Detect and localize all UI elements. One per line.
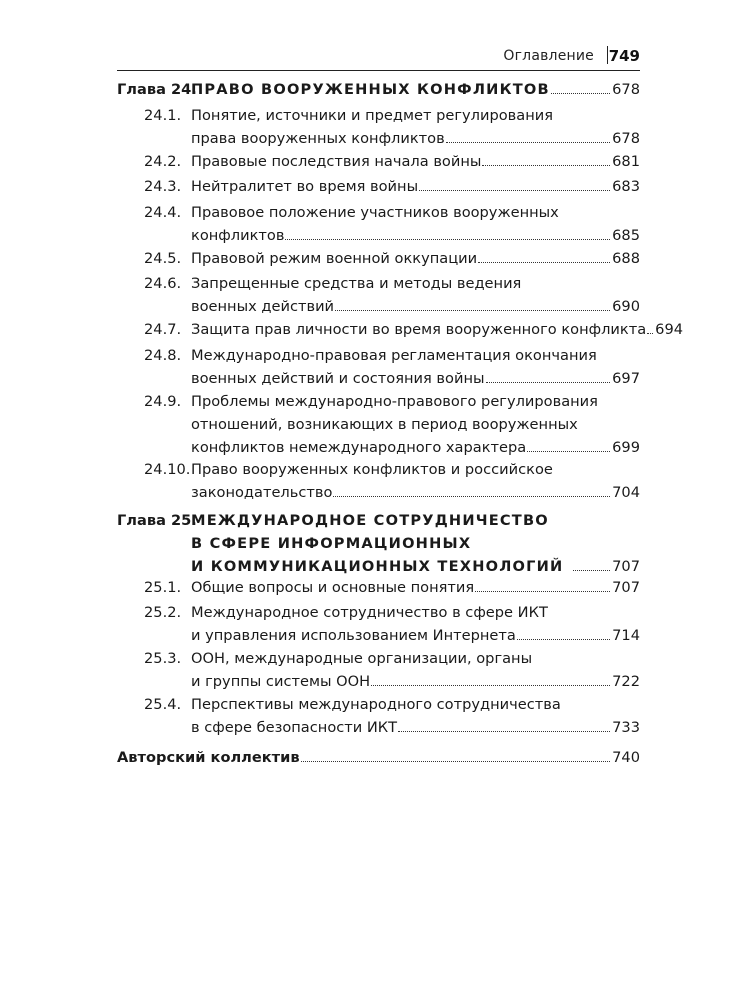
section-number: 24.7.: [144, 321, 182, 338]
dot-leader: [475, 590, 610, 592]
dot-leader: [482, 164, 610, 166]
toc-item-24-6[interactable]: [117, 272, 640, 318]
running-header-title: Оглавление: [503, 48, 594, 64]
dot-leader: [285, 238, 610, 240]
section-title-line: Перспективы международного сотрудничества: [191, 696, 561, 713]
toc-item-24-2[interactable]: [117, 150, 640, 173]
authors-title: Авторский коллектив: [117, 749, 300, 766]
section-title-line: в сфере безопасности ИКТ: [191, 719, 398, 736]
section-title-line: Нейтралитет во время войны: [191, 178, 419, 195]
dot-leader: [335, 309, 610, 311]
section-title-line: конфликтов: [191, 227, 285, 244]
page-ref: 740: [612, 749, 640, 766]
section-number: 25.4.: [144, 696, 182, 713]
section-number: 25.3.: [144, 650, 182, 667]
chapter-number: Глава 24.: [117, 81, 197, 98]
page-ref: 707: [612, 579, 640, 596]
dot-leader: [647, 332, 653, 334]
toc-chapter-25[interactable]: [117, 509, 640, 578]
section-number: 24.1.: [144, 107, 182, 124]
section-title-line: Право вооруженных конфликтов и российское: [191, 461, 553, 478]
page-ref: 685: [612, 227, 640, 244]
dot-leader: [333, 495, 610, 497]
chapter-title-line: И КОММУНИКАЦИОННЫХ ТЕХНОЛОГИЙ: [191, 558, 564, 575]
section-number: 24.10.: [144, 461, 191, 478]
section-title-line: Международное сотрудничество в сфере ИКТ: [191, 604, 548, 621]
toc-chapter-24[interactable]: [117, 78, 640, 101]
section-title-line: права вооруженных конфликтов: [191, 130, 445, 147]
toc-item-24-3[interactable]: [117, 175, 640, 198]
toc-authors[interactable]: [117, 746, 640, 769]
page-ref: 707: [612, 558, 640, 575]
section-number: 24.2.: [144, 153, 182, 170]
dot-leader: [551, 92, 610, 94]
section-title-line: Правовое положение участников вооруженных: [191, 204, 559, 221]
chapter-title-line: В СФЕРЕ ИНФОРМАЦИОННЫХ: [191, 535, 472, 552]
toc-item-24-1[interactable]: [117, 104, 640, 150]
toc-item-25-1[interactable]: [117, 576, 640, 599]
toc-item-24-7[interactable]: [117, 318, 684, 341]
section-number: 24.8.: [144, 347, 182, 364]
section-title-line: военных действий и состояния войны: [191, 370, 485, 387]
section-title-line: и группы системы ООН: [191, 673, 371, 690]
section-title-line: конфликтов немеждународного характера: [191, 439, 527, 456]
section-number: 25.2.: [144, 604, 182, 621]
section-title-line: законодательство: [191, 484, 333, 501]
section-title-line: военных действий: [191, 298, 335, 315]
toc-item-24-8[interactable]: [117, 344, 640, 390]
toc-item-25-4[interactable]: [117, 693, 640, 739]
dot-leader: [398, 730, 610, 732]
section-title-line: Запрещенные средства и методы ведения: [191, 275, 522, 292]
section-title-line: Проблемы международно-правового регулирования: [191, 393, 598, 410]
section-number: 24.3.: [144, 178, 182, 195]
toc-item-24-5[interactable]: [117, 247, 640, 270]
chapter-number: Глава 25.: [117, 512, 197, 529]
dot-leader: [446, 141, 610, 143]
toc-item-25-2[interactable]: [117, 601, 640, 647]
page-ref: 690: [612, 298, 640, 315]
page-ref: 704: [612, 484, 640, 501]
chapter-title-line: МЕЖДУНАРОДНОЕ СОТРУДНИЧЕСТВО: [191, 512, 549, 529]
page-number: 749: [608, 47, 640, 65]
section-title-line: Международно-правовая регламентация окончания: [191, 347, 597, 364]
section-number: 24.6.: [144, 275, 182, 292]
page-ref: 699: [612, 439, 640, 456]
page-ref: 683: [612, 178, 640, 195]
section-title-line: Общие вопросы и основные понятия: [191, 579, 475, 596]
dot-leader: [301, 760, 611, 762]
section-title-line: Правовой режим военной оккупации: [191, 250, 478, 267]
dot-leader: [486, 381, 611, 383]
section-number: 24.4.: [144, 204, 182, 221]
section-title-line: Защита прав личности во время вооруженного конфликта: [191, 321, 647, 338]
page-ref: 681: [612, 153, 640, 170]
section-title-line: и управления использованием Интернета: [191, 627, 516, 644]
section-number: 24.5.: [144, 250, 182, 267]
dot-leader: [419, 189, 610, 191]
section-title-line: Правовые последствия начала войны: [191, 153, 482, 170]
page-ref: 688: [612, 250, 640, 267]
dot-leader: [573, 569, 610, 571]
dot-leader: [478, 261, 610, 263]
page-ref: 694: [655, 321, 684, 338]
page-ref: 678: [612, 130, 640, 147]
section-title-line: отношений, возникающих в период вооруженных: [191, 416, 578, 433]
running-header: [117, 46, 640, 71]
toc-item-24-4[interactable]: [117, 201, 640, 247]
page-ref: 678: [612, 81, 640, 98]
page-ref: 733: [612, 719, 640, 736]
chapter-title: ПРАВО ВООРУЖЕННЫХ КОНФЛИКТОВ: [191, 81, 550, 98]
toc-item-24-10[interactable]: [117, 458, 640, 504]
section-title-line: Понятие, источники и предмет регулирования: [191, 107, 554, 124]
section-number: 25.1.: [144, 579, 182, 596]
toc-item-24-9[interactable]: [117, 390, 640, 459]
section-title-line: ООН, международные организации, органы: [191, 650, 533, 667]
dot-leader: [517, 638, 610, 640]
page-ref: 714: [612, 627, 640, 644]
toc-item-25-3[interactable]: [117, 647, 640, 693]
dot-leader: [527, 450, 610, 452]
page-ref: 697: [612, 370, 640, 387]
dot-leader: [371, 684, 610, 686]
section-number: 24.9.: [144, 393, 182, 410]
page-ref: 722: [612, 673, 640, 690]
